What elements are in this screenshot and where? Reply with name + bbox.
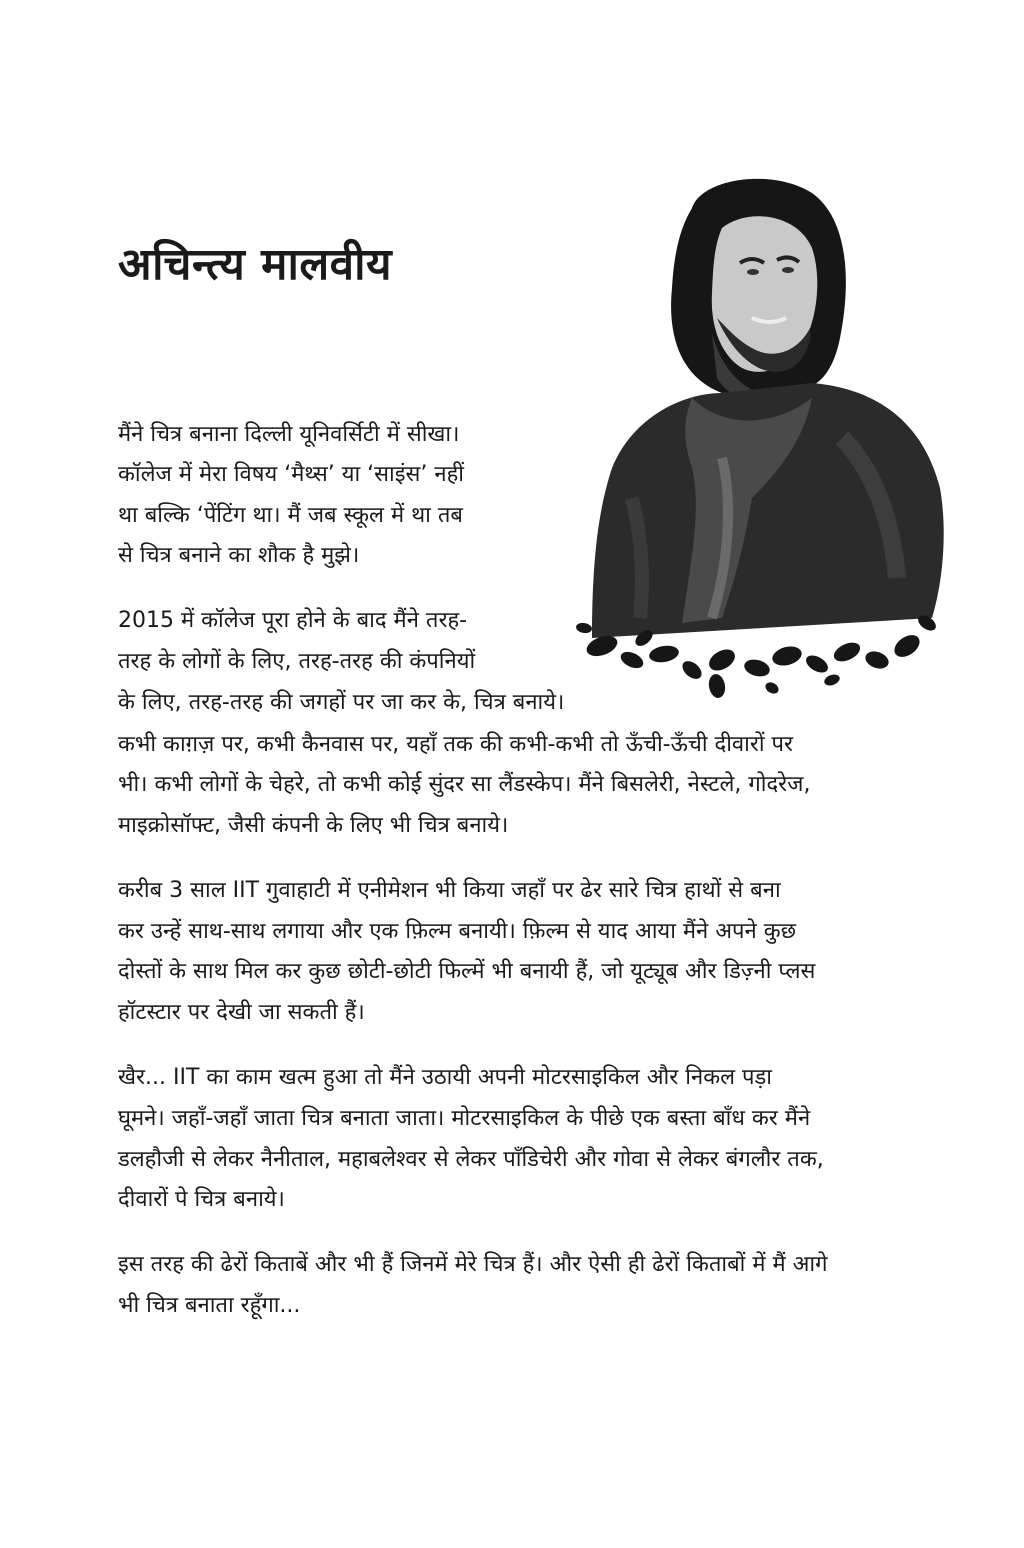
paragraph-5-line-2: भी चित्र बनाता रहूँगा... xyxy=(118,1293,301,1318)
paragraph-3-line-1: करीब 3 साल IIT गुवाहाटी में एनीमेशन भी किया जहाँ पर ढेर सारे चित्र हाथों से बना xyxy=(118,878,781,903)
paragraph-1-line-3: था बल्कि ‘पेंटिंग था। मैं जब स्कूल में था तब xyxy=(118,503,463,528)
paragraph-2-line-5: भी। कभी लोगों के चेहरे, तो कभी कोई सुंदर सा लैंडस्केप। मैंने बिसलेरी, नेस्टले, गोदरेज, xyxy=(118,772,811,797)
portrait-photo-icon xyxy=(572,168,950,708)
paragraph-4-line-3: डलहौजी से लेकर नैनीताल, महाबलेश्वर से लेकर पाँडिचेरी और गोवा से लेकर बंगलौर तक, xyxy=(118,1147,824,1172)
paragraph-1-line-4: से चित्र बनाने का शौक है मुझे। xyxy=(118,543,360,568)
paragraph-4-line-2: घूमने। जहाँ-जहाँ जाता चित्र बनाता जाता। मोटरसाइकिल के पीछे एक बस्ता बाँध कर मैंने xyxy=(118,1106,811,1131)
paragraph-4-line-4: दीवारों पे चित्र बनाये। xyxy=(118,1187,285,1212)
paragraph-4-line-1: खैर... IIT का काम खत्म हुआ तो मैंने उठायी अपनी मोटरसाइकिल और निकल पड़ा xyxy=(118,1065,772,1090)
paragraph-3-line-4: हॉटस्टार पर देखी जा सकती हैं। xyxy=(118,1000,365,1025)
paragraph-1-line-1: मैंने चित्र बनाना दिल्ली यूनिवर्सिटी में सीखा। xyxy=(118,422,460,447)
paragraph-1-line-2: कॉलेज में मेरा विषय ‘मैथ्स’ या ‘साइंस’ नहीं xyxy=(118,462,464,487)
paragraph-2-line-6: माइक्रोसॉफ्ट, जैसी कंपनी के लिए भी चित्र बनाये। xyxy=(118,813,509,838)
paragraph-2-line-4: कभी काग़ज़ पर, कभी कैनवास पर, यहाँ तक की कभी-कभी तो ऊँची-ऊँची दीवारों पर xyxy=(118,732,794,757)
paragraph-3-line-3: दोस्तों के साथ मिल कर कुछ छोटी-छोटी फिल्में भी बनायी हैं, जो यूट्यूब और डिज़्नी प्लस xyxy=(118,959,816,984)
paragraph-2-line-3: के लिए, तरह-तरह की जगहों पर जा कर के, चित्र बनाये। xyxy=(118,690,565,715)
paragraph-2-line-1: 2015 में कॉलेज पूरा होने के बाद मैंने तरह- xyxy=(118,608,468,633)
paragraph-2-line-2: तरह के लोगों के लिए, तरह-तरह की कंपनियों xyxy=(118,649,476,674)
paragraph-5-line-1: इस तरह की ढेरों किताबें और भी हैं जिनमें मेरे चित्र हैं। और ऐसी ही ढेरों किताबों में मैं आगे xyxy=(118,1252,828,1277)
page-title: अचिन्त्य मालवीय xyxy=(118,239,393,290)
paragraph-3-line-2: कर उन्हें साथ-साथ लगाया और एक फ़िल्म बनायी। फ़िल्म से याद आया मैंने अपने कुछ xyxy=(118,919,797,944)
